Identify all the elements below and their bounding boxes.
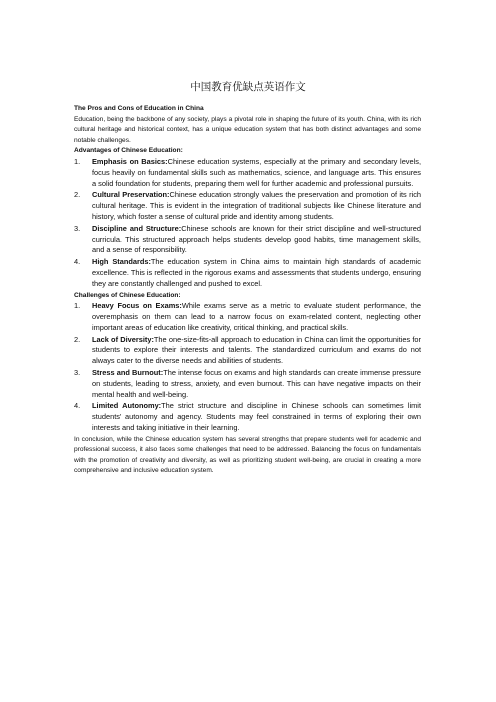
list-item bbox=[74, 157, 421, 189]
item-term: Stress and Burnout: bbox=[92, 367, 164, 377]
item-text: The education system in China aims to maintain high standards of academic excellence. This is reflected in the rigorous exams and assessments that students undergo, ensuring they are constantly challenged and pushed to excel. bbox=[92, 257, 421, 288]
list-item bbox=[74, 401, 421, 433]
item-number: 4. bbox=[74, 401, 81, 411]
item-number: 2. bbox=[74, 334, 81, 344]
list-item bbox=[74, 257, 421, 289]
item-number: 1. bbox=[74, 156, 81, 166]
document-title: 中国教育优缺点英语作文 bbox=[190, 81, 306, 93]
item-text: Chinese schools are known for their strict discipline and well-structured curricula. This structured approach helps students develop good habits, time management skills, and a sense of responsibility. bbox=[92, 223, 421, 255]
item-text: The strict structure and discipline in Chinese schools can sometimes limit students' autonomy and agency. Students may feel constrained in terms of exploring their own interests and taking initiative in their learning. bbox=[92, 401, 421, 432]
item-text: Chinese education strongly values the preservation and promotion of its rich cultural heritage. This is evident in the integration of traditional subjects like Chinese literature and history, which foster a sense of cultural pride and identity among students. bbox=[92, 190, 422, 221]
item-term: Cultural Preservation: bbox=[92, 190, 170, 200]
item-term: Lack of Diversity: bbox=[92, 334, 154, 344]
intro-paragraph: Education, being the backbone of any society, plays a pivotal role in shaping the future of its youth. China, with its rich cultural heritage and historical context, has a unique education system that has both distinct advantages and some notable challenges. bbox=[74, 115, 421, 144]
challenges-heading: Challenges of Chinese Education: bbox=[74, 291, 181, 299]
list-item bbox=[74, 301, 421, 333]
item-text: While exams serve as a metric to evaluate student performance, the overemphasis on them can lead to a narrow focus on exam-related content, neglecting other important areas of education like creativity, critical thinking, and practical skills. bbox=[92, 301, 421, 332]
item-number: 2. bbox=[74, 190, 81, 200]
list-item bbox=[74, 368, 421, 400]
item-text: Chinese education systems, especially at the primary and secondary levels, focus heavily on fundamental skills such as mathematics, science, and language arts. This ensures a solid foundation for students, preparing them well for further academic and professional pursuits. bbox=[92, 156, 421, 188]
item-number: 1. bbox=[74, 301, 81, 311]
list-item bbox=[74, 190, 421, 222]
document-body bbox=[74, 104, 421, 477]
item-term: Limited Autonomy: bbox=[92, 401, 162, 411]
item-term: Emphasis on Basics: bbox=[92, 156, 168, 166]
list-item bbox=[74, 335, 421, 367]
item-term: Heavy Focus on Exams: bbox=[92, 301, 182, 311]
list-item bbox=[74, 224, 421, 256]
conclusion-paragraph: In conclusion, while the Chinese education system has several strengths that prepare students well for academic and professional success, it also faces some challenges that need to be addressed. Balancing the focus on fundamentals with the promotion of creativity and diversity, as well as prioritizing student well-being, are crucial in creating a more comprehensive and inclusive education system. bbox=[74, 435, 421, 475]
item-text: The intense focus on exams and high standards can create immense pressure on students, leading to stress, anxiety, and even burnout. This can have negative impacts on their mental health and well-being. bbox=[92, 367, 421, 399]
item-number: 3. bbox=[74, 367, 81, 377]
challenges-list bbox=[74, 301, 421, 434]
item-number: 4. bbox=[74, 257, 81, 267]
item-number: 3. bbox=[74, 223, 81, 233]
item-text: The one-size-fits-all approach to education in China can limit the opportunities for students to explore their interests and talents. The standardized curriculum and exams do not always cater to the diverse needs and abilities of students. bbox=[92, 334, 421, 366]
advantages-heading: Advantages of Chinese Education: bbox=[74, 147, 183, 155]
advantages-list bbox=[74, 157, 421, 290]
item-term: High Standards: bbox=[92, 257, 151, 267]
item-term: Discipline and Structure: bbox=[92, 223, 182, 233]
essay-subtitle: The Pros and Cons of Education in China bbox=[74, 105, 204, 112]
